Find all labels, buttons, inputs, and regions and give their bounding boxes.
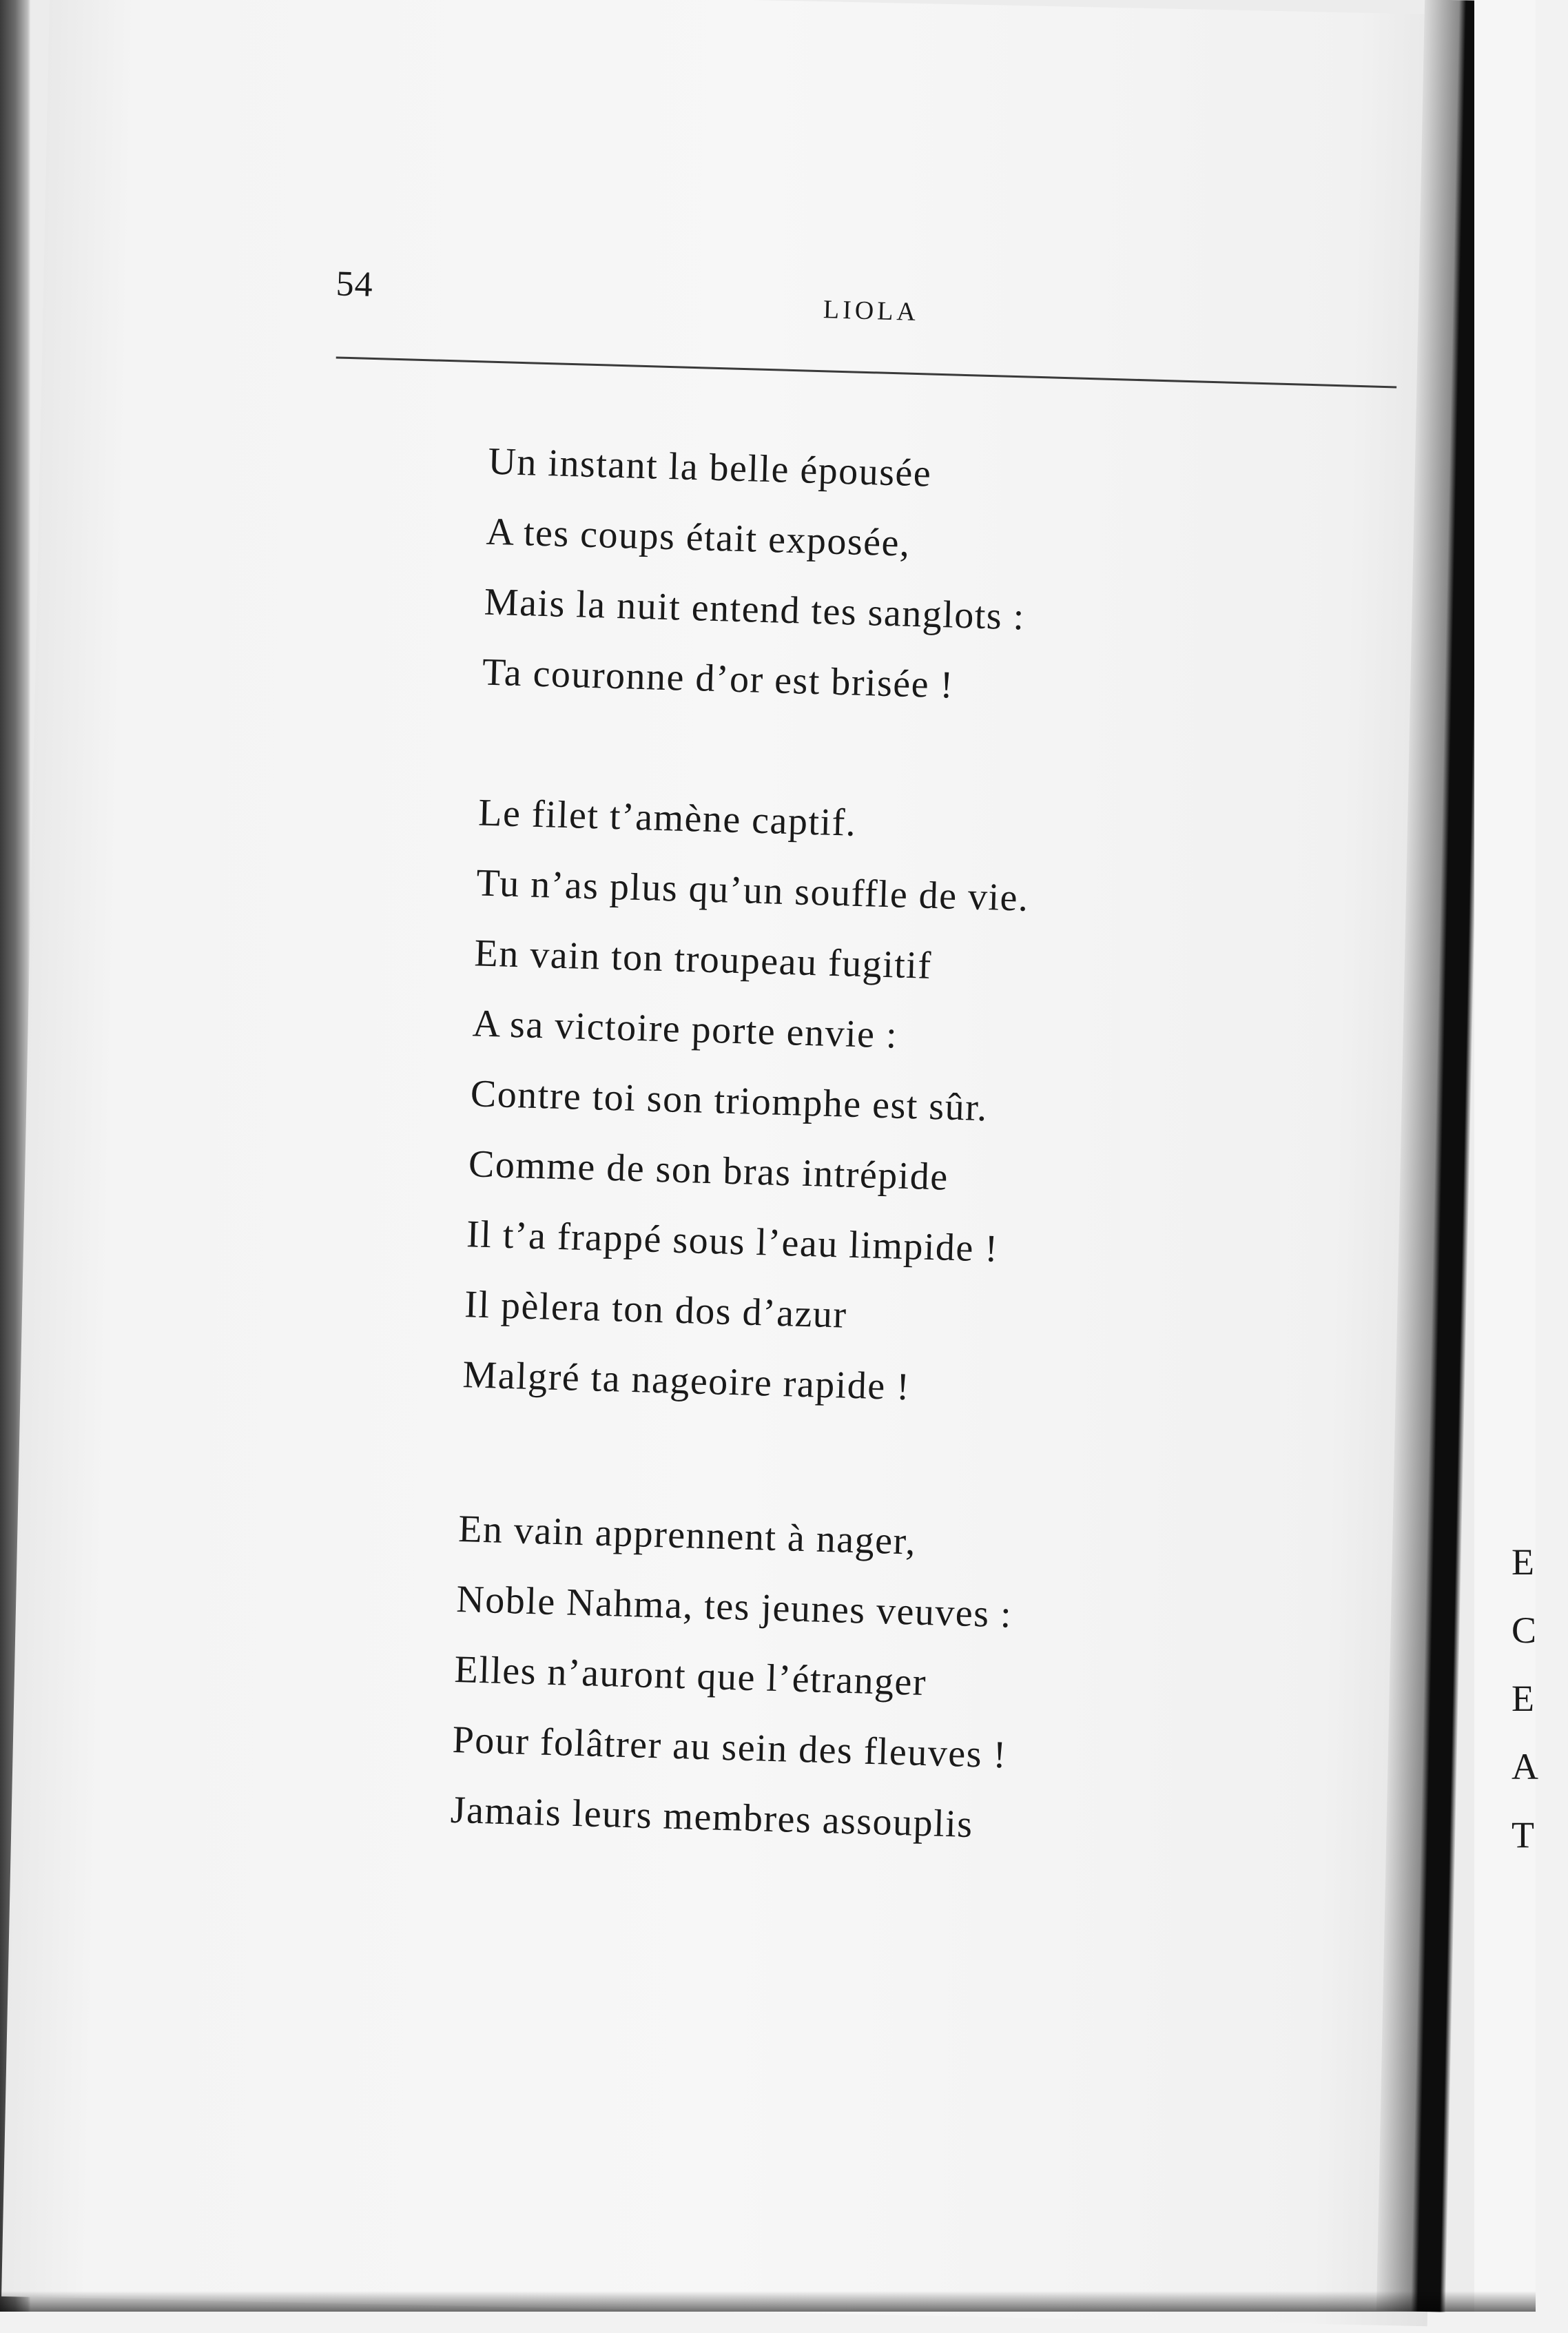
verse-line: Jamais leurs membres assouplis [450,1788,974,1847]
facing-page-letter: A [1512,1746,1538,1787]
verse-line: Il pèlera ton dos d’azur [464,1283,848,1337]
facing-page-letter: E [1512,1541,1534,1583]
facing-page-text [1512,1528,1538,1869]
facing-page-letter: T [1512,1814,1534,1856]
verse-line: Un instant la belle épousée [487,440,933,495]
verse-line: A sa victoire porte envie : [471,1002,898,1057]
verse-line: Mais la nuit entend tes sanglots : [484,580,1026,639]
stanza-1 [482,426,1030,723]
verse-line: Elles n’auront que l’étranger [453,1647,927,1705]
verse-line: Le filet t’amène captif. [477,791,858,845]
verse-line: Ta couronne d’or est brisée ! [482,650,955,707]
verse-line: Pour folâtrer au sein des fleuves ! [451,1718,1008,1777]
verse-line: Malgré ta nageoire rapide ! [462,1353,911,1409]
verse-line: Noble Nahma, tes jeunes veuves : [455,1578,1013,1636]
verse-line: En vain ton troupeau fugitif [473,932,933,987]
verse-line: Tu n’as plus qu’un souffle de vie. [475,861,1030,920]
verse-line: En vain apprennent à nager, [457,1508,917,1563]
verse-line: Il t’a frappé sous l’eau limpide ! [466,1213,1000,1271]
stanza-2 [462,777,1032,1425]
stanza-3 [450,1494,1015,1860]
verse-line: Comme de son bras intrépide [468,1142,949,1199]
facing-page-letter: E [1512,1678,1534,1719]
verse-line: A tes coups était exposée, [485,510,911,565]
header-rule [336,356,1396,388]
running-title: LIOLA [823,295,920,327]
page-number: 54 [335,264,374,305]
facing-page-letter: C [1512,1610,1537,1651]
verse-line: Contre toi son triomphe est sûr. [470,1072,989,1130]
